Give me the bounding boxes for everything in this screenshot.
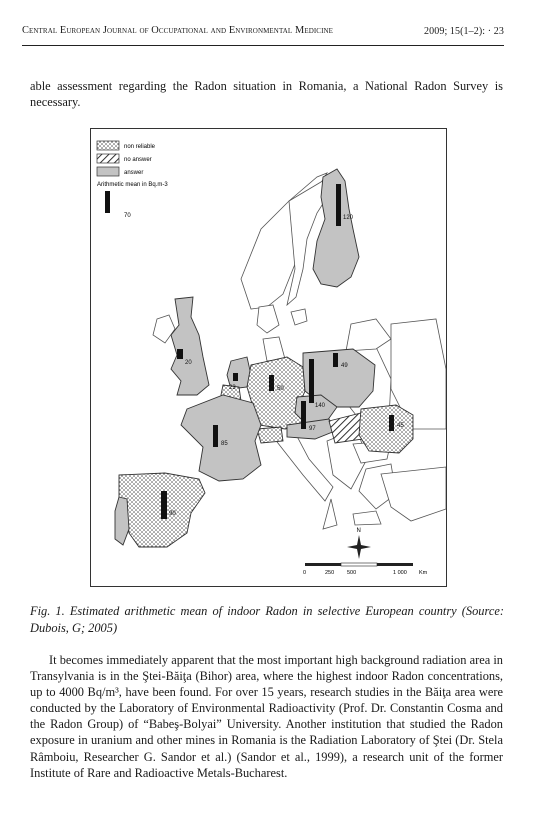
- legend-sample-value: 70: [124, 213, 131, 219]
- legend-swatch-answer: [97, 167, 119, 176]
- label-romania: 45: [397, 423, 404, 429]
- legend-swatch-non-reliable: [97, 141, 119, 150]
- scale-500: 500: [347, 570, 357, 576]
- switzerland-region: [257, 427, 283, 443]
- paragraph-intro: able assessment regarding the Radon situation in Romania, a National Radon Survey is necessary.: [30, 79, 503, 110]
- figure-caption: Fig. 1. Estimated arithmetic mean of indoor Radon in selective European country (Source: Dubois, G; 2005): [30, 604, 504, 635]
- label-finland: 120: [343, 215, 354, 221]
- radon-map-figure: [90, 128, 447, 587]
- bar-romania: [389, 415, 394, 431]
- legend-swatch-no-answer: [97, 154, 119, 163]
- bar-france: [213, 425, 218, 447]
- france-region: [181, 395, 261, 481]
- scale-unit: Km: [419, 570, 428, 576]
- portugal-region: [115, 497, 129, 545]
- compass-n: N: [356, 528, 361, 534]
- bar-netherlands: [233, 373, 238, 381]
- bar-uk: [177, 349, 183, 359]
- running-header: [22, 25, 504, 41]
- scale-250: 250: [325, 570, 335, 576]
- label-poland: 49: [341, 363, 348, 369]
- bar-spain: [161, 491, 167, 519]
- bar-czech: [309, 359, 314, 403]
- issue-info: 2009; 15(1–2): · 23: [424, 26, 504, 37]
- europe-radon-map: [91, 129, 446, 586]
- uk-region: [171, 297, 209, 395]
- bar-poland: [333, 353, 338, 367]
- label-czech: 140: [315, 403, 326, 409]
- bar-austria: [301, 401, 306, 429]
- bar-finland: [336, 184, 341, 226]
- north-arrow-icon: [347, 528, 371, 559]
- legend-no-answer: no answer: [124, 157, 152, 163]
- header-rule: [22, 45, 504, 46]
- legend-answer: answer: [124, 170, 144, 176]
- scale-0: 0: [303, 570, 307, 576]
- paragraph-body: It becomes immediately apparent that the most important high background radiation area in Transylvania is in the Ştei-Băiţa (Bihor) area, where the highest indoor Radon concentrations, up to 4000 Bq/m³, have been found. For over 15 years, research studies in the Băiţa area were conducted by the Laboratory of Environmental Radioactivity (Prof. Dr. Constantin Cosma and the Radon Group) of “Babeş-Bolyai” University. Another institution that studied the Radon exposure in uranium and other mines in Romania is the Radiation Laboratory of Ştei (Dr. Stela Râmboiu, Researcher G. Sandor et al.) (Sandor et al., 1999), a research unit of the former Institute of Rare and Radioactive Metals-Bucharest.: [30, 653, 503, 780]
- scale-1000: 1 000: [393, 570, 407, 576]
- legend-sample-bar: [105, 191, 110, 213]
- bar-germany: [269, 375, 274, 391]
- label-austria: 97: [309, 426, 316, 432]
- scale-bar: [303, 563, 428, 576]
- label-uk: 20: [185, 360, 192, 366]
- legend-non-reliable: non reliable: [124, 144, 156, 150]
- label-netherlands: 23: [229, 385, 236, 391]
- label-france: 85: [221, 441, 228, 447]
- label-spain: 90: [169, 511, 176, 517]
- legend-mean-title: Arithmetic mean in Bq.m-3: [97, 182, 168, 188]
- journal-title: Central European Journal of Occupational and Environmental Medicine: [22, 25, 334, 36]
- label-germany: 50: [277, 386, 284, 392]
- map-legend: [97, 141, 168, 219]
- romania-region: [359, 405, 413, 453]
